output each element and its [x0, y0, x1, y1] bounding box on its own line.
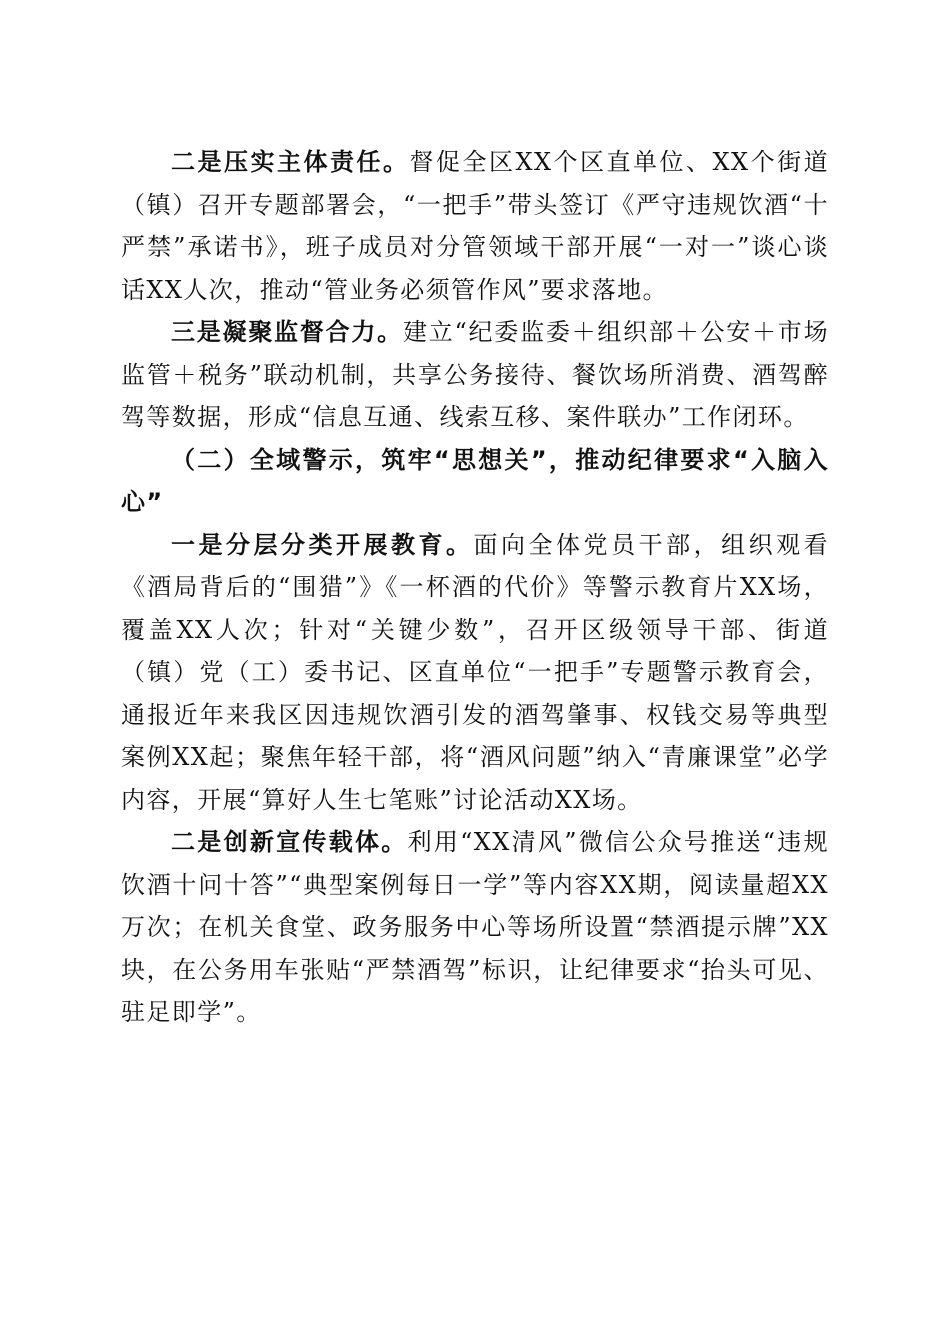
paragraph-supervision: [121, 311, 829, 439]
paragraph-text: 面向全体党员干部，组织观看《酒局背后的“围猎”》《一杯酒的代价》等警示教育片XX场，覆盖XX人次；针对“关键少数”，召开区级领导干部、街道（镇）党（工）委书记、区直单位“一把手”专题警示教育会，通报近年来我区因违规饮酒引发的酒驾肇事、权钱交易等典型案例XX起；聚焦年轻干部，将“酒风问题”纳入“青廉课堂”必学内容，开展“算好人生七笔账”讨论活动XX场。: [121, 530, 829, 814]
paragraph-lead: 二是压实主体责任。: [171, 148, 410, 176]
paragraph-text: 建立“纪委监委＋组织部＋公安＋市场监管＋税务”联动机制，共享公务接待、餐饮场所消费、酒驾醉驾等数据，形成“信息互通、线索互移、案件联办”工作闭环。: [121, 318, 829, 431]
paragraph-text: 利用“XX清风”微信公众号推送“违规饮酒十问十答”“典型案例每日一学”等内容XX期，阅读量超XX万次；在机关食堂、政务服务中心等场所设置“禁酒提示牌”XX块，在公务用车张贴“严禁酒驾”标识，让纪律要求“抬头可见、驻足即学”。: [121, 828, 829, 1026]
paragraph-text: 督促全区XX个区直单位、XX个街道（镇）召开专题部署会，“一把手”带头签订《严守违规饮酒“十严禁”承诺书》，班子成员对分管领域干部开展“一对一”谈心谈话XX人次，推动“管业务必须管作风”要求落地。: [121, 148, 829, 304]
paragraph-lead: 二是创新宣传载体。: [171, 828, 408, 856]
paragraph-responsibility: [121, 141, 829, 311]
document-body: [121, 141, 829, 1034]
paragraph-publicity: [121, 821, 829, 1034]
section-heading: （二）全域警示，筑牢“思想关”，推动纪律要求“入脑入心”: [121, 445, 829, 516]
paragraph-education: [121, 524, 829, 822]
paragraph-lead: 三是凝聚监督合力。: [171, 318, 403, 346]
paragraph-lead: 一是分层分类开展教育。: [171, 530, 474, 559]
